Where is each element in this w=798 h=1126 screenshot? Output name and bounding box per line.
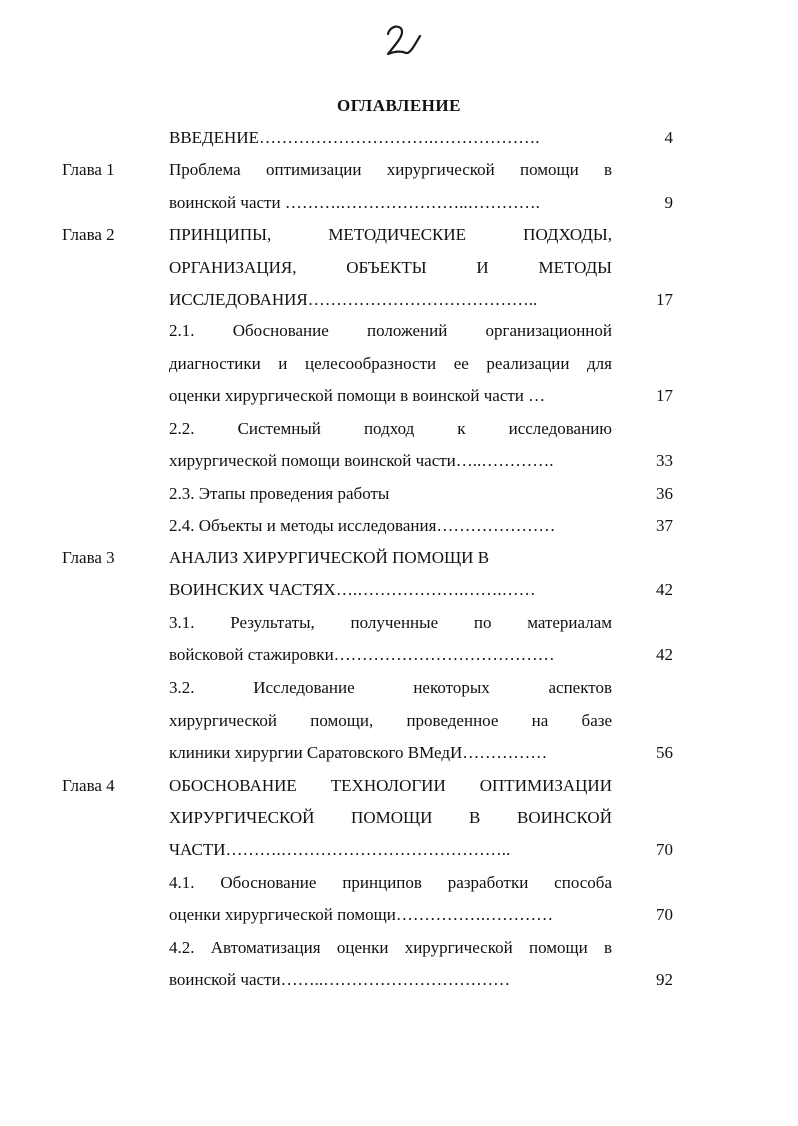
toc-entry-text: ВОИНСКИХ ЧАСТЯХ….……………….…….…… — [169, 580, 536, 599]
toc-chapter: Глава 4 — [62, 776, 115, 795]
toc-page-number: 17 — [656, 386, 673, 405]
toc-entry-text: ХИРУРГИЧЕСКОЙ ПОМОЩИ В ВОИНСКОЙ — [169, 808, 612, 827]
toc-entry-text: воинской части……..…………………………… — [169, 970, 511, 989]
toc-page-number: 42 — [656, 645, 673, 664]
toc-entry-text: ИССЛЕДОВАНИЯ………………………………….. — [169, 290, 538, 309]
toc-entry-text: ОРГАНИЗАЦИЯ, ОБЪЕКТЫ И МЕТОДЫ — [169, 258, 612, 277]
toc-entry-text: ЧАСТИ……….………………………………….. — [169, 840, 511, 859]
toc-entry-text: хирургической помощи воинской части…..…………. — [169, 451, 554, 470]
toc-entry-text: Проблема оптимизации хирургической помощи в — [169, 160, 612, 179]
toc-entry-text: клиники хирургии Саратовского ВМедИ…………… — [169, 743, 548, 762]
toc-entry-text: хирургической помощи, проведенное на базе — [169, 711, 612, 730]
toc-entry-text: 2.3. Этапы проведения работы — [169, 484, 390, 503]
toc-page-number: 36 — [656, 484, 673, 503]
toc-entry-text: оценки хирургической помощи…………….………… — [169, 905, 554, 924]
toc-title: ОГЛАВЛЕНИЕ — [337, 96, 461, 115]
toc-chapter: Глава 2 — [62, 225, 115, 244]
toc-page-number: 70 — [656, 905, 673, 924]
toc-entry-text: ОБОСНОВАНИЕ ТЕХНОЛОГИИ ОПТИМИЗАЦИИ — [169, 776, 612, 795]
toc-entry-text: 2.1. Обоснование положений организационной — [169, 321, 612, 340]
handwritten-page-number — [368, 18, 428, 62]
toc-entry-text: войсковой стажировки………………………………… — [169, 645, 555, 664]
toc-page-number: 70 — [656, 840, 673, 859]
toc-entry-text: ВВЕДЕНИЕ………………………….………………. — [169, 128, 540, 147]
toc-page-number: 9 — [664, 193, 673, 212]
toc-entry-text: оценки хирургической помощи в воинской части … — [169, 386, 546, 405]
toc-entry-text: 4.1. Обоснование принципов разработки способа — [169, 873, 612, 892]
toc-entry-text: воинской части ……….…………………..…………. — [169, 193, 540, 212]
toc-entry-text: диагностики и целесообразности ее реализации для — [169, 354, 612, 373]
toc-entry-text: ПРИНЦИПЫ, МЕТОДИЧЕСКИЕ ПОДХОДЫ, — [169, 225, 612, 244]
toc-page-number: 42 — [656, 580, 673, 599]
page-number — [368, 18, 428, 62]
toc-entry-text: 3.2. Исследование некоторых аспектов — [169, 678, 612, 697]
toc-entry-text: АНАЛИЗ ХИРУРГИЧЕСКОЙ ПОМОЩИ В — [169, 548, 490, 567]
toc-page-number: 17 — [656, 290, 673, 309]
toc-entry-text: 4.2. Автоматизация оценки хирургической помощи в — [169, 938, 612, 957]
toc-page-number: 37 — [656, 516, 673, 535]
toc-entry-text: 3.1. Результаты, полученные по материалам — [169, 613, 612, 632]
toc-page-number: 33 — [656, 451, 673, 470]
toc-chapter: Глава 1 — [62, 160, 115, 179]
toc-entry-text: 2.4. Объекты и методы исследования………………… — [169, 516, 556, 535]
toc-page-number: 4 — [664, 128, 673, 147]
toc-chapter: Глава 3 — [62, 548, 115, 567]
toc-page-number: 56 — [656, 743, 673, 762]
toc-page-number: 92 — [656, 970, 673, 989]
toc-entry-text: 2.2. Системный подход к исследованию — [169, 419, 612, 438]
